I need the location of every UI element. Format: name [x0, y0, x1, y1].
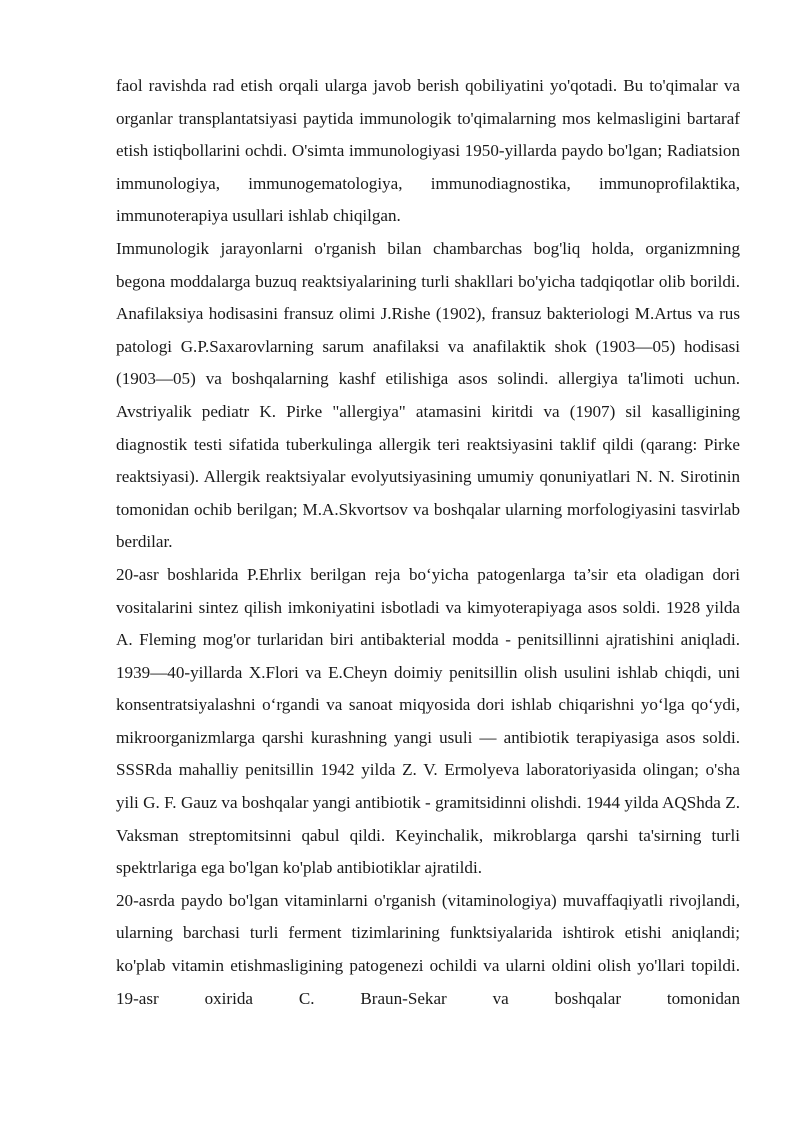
- paragraph-transplant-immunology: faol ravishda rad etish orqali ularga javob berish qobiliyatini yo'qotadi. Bu to'qimalar va organlar transplantatsiyasi paytida immunologik to'qimalarning mos kelmasligini bartaraf etish istiqbollarini ochdi. O'simta immunologiyasi 1950-yillarda paydo bo'lgan; Radiatsion immunologiya, immunogematologiya, immunodiagnostika, immunoprofilaktika, immunoterapiya usullari ishlab chiqilgan.: [116, 76, 740, 226]
- paragraph-antibiotics-history: 20-asr boshlarida P.Ehrlix berilgan reja bo‘yicha patogenlarga ta’sir eta oladigan dori vositalarini sintez qilish imkoniyatini isbotladi va kimyoterapiyaga asos soldi. 1928 yilda A. Fleming mog'or turlaridan biri antibakterial modda - penitsillinni ajratishini aniqladi. 1939—40-yillarda X.Flori va E.Cheyn doimiy penitsillin olish usulini ishlab chiqdi, uni konsentratsiyalashni o‘rgandi va sanoat miqyosida dori ishlab chiqarishni yo‘lga qo‘ydi, mikroorganizmlarga qarshi kurashning yangi usuli — antibiotik terapiyasiga asos soldi. SSSRda mahalliy penitsillin 1942 yilda Z. V. Ermolyeva laboratoriyasida olingan; o'sha yili G. F. Gauz va boshqalar yangi antibiotik - gramitsidinni olishdi. 1944 yilda AQShda Z. Vaksman streptomitsinni qabul qildi. Keyinchalik, mikroblarga qarshi ta'sirning turli spektrlariga ega bo'lgan ko'plab antibiotiklar ajratildi.: [116, 564, 740, 878]
- paragraph-allergy-research: Immunologik jarayonlarni o'rganish bilan chambarchas bog'liq holda, organizmning begona moddalarga buzuq reaktsiyalarining turli shakllari bo'yicha tadqiqotlar olib borildi. Anafilaksiya hodisasini fransuz olimi J.Rishe (1902), fransuz bakteriologi M.Artus va rus patologi G.P.Saxarovlarning sarum anafilaksi va anafilaktik shok (1903—05) hodisasi (1903—05) va boshqalarning kashf etilishiga asos solindi. allergiya ta'limoti uchun. Avstriyalik pediatr K. Pirke "allergiya" atamasini kiritdi va (1907) sil kasalligining diagnostik testi sifatida tuberkulinga allergik teri reaktsiyasini taklif qildi (qarang: Pirke reaktsiyasi). Allergik reaktsiyalar evolyutsiyasining umumiy qonuniyatlari N. N. Sirotinin tomonidan ochib berilgan; M.A.Skvortsov va boshqalar ularning morfologiyasini tasvirlab berdilar.: [116, 238, 740, 552]
- paragraph-vitaminology: 20-asrda paydo bo'lgan vitaminlarni o'rganish (vitaminologiya) muvaffaqiyatli rivojlandi, ularning barchasi turli ferment tizimlarining funktsiyalarida ishtirok etishi aniqlandi; ko'plab vitamin etishmasligining patogenezi ochildi va ularni oldini olish yo'llari topildi. 19-asr oxirida C. Braun-Sekar va boshqalar tomonidan: [116, 890, 740, 1008]
- document-page: [116, 70, 740, 1015]
